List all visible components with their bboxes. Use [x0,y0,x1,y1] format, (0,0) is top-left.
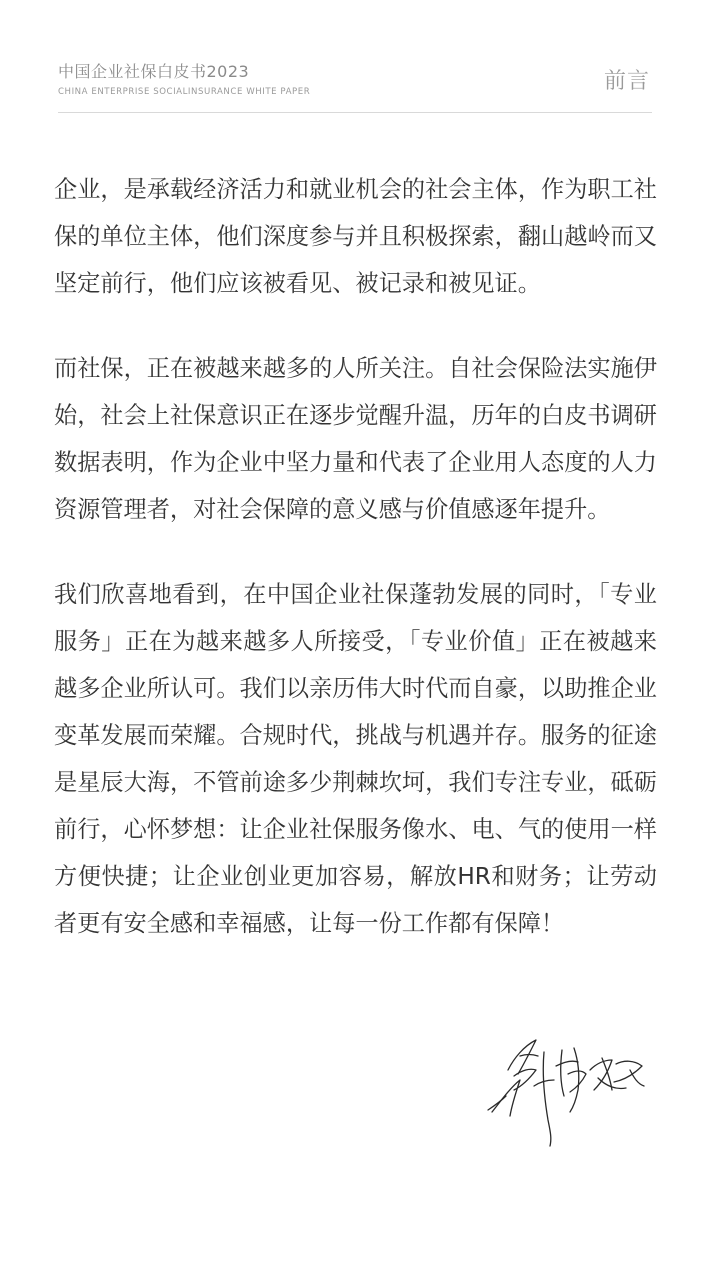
page-header [58,62,652,113]
section-title: 前言 [603,69,650,94]
paragraph-3: 我们欣喜地看到，在中国企业社保蓬勃发展的同时，「专业服务」正在为越来越多人所接受，「专业价值」正在被越来越多企业所认可。我们以亲历伟大时代而自豪，以助推企业变革发展而荣耀。合规时代，挑战与机遇并存。服务的征途是星辰大海，不管前途多少荆棘坎坷，我们专注专业，砥砺前行，心怀梦想：让企业社保服务像水、电、气的使用一样方便快捷；让企业创业更加容易，解放HR和财务；让劳动者更有安全感和幸福感，让每一份工作都有保障！ [54,581,657,937]
preface-body [54,166,657,985]
paragraph-1: 企业，是承载经济活力和就业机会的社会主体，作为职工社保的单位主体，他们深度参与并且积极探索，翻山越岭而又坚定前行，他们应该被看见、被记录和被见证。 [54,176,657,297]
brand-subtitle: CHINA ENTERPRISE SOCIALINSURANCE WHITE PAPER [58,87,311,97]
brand-title: 中国企业社保白皮书2023 [58,62,250,81]
paragraph-2: 而社保，正在被越来越多的人所关注。自社会保险法实施伊始，社会上社保意识正在逐步觉醒升温，历年的白皮书调研数据表明，作为企业中坚力量和代表了企业用人态度的人力资源管理者，对社会保障的意义感与价值感逐年提升。 [54,355,657,523]
handwritten-signature [484,1030,650,1148]
